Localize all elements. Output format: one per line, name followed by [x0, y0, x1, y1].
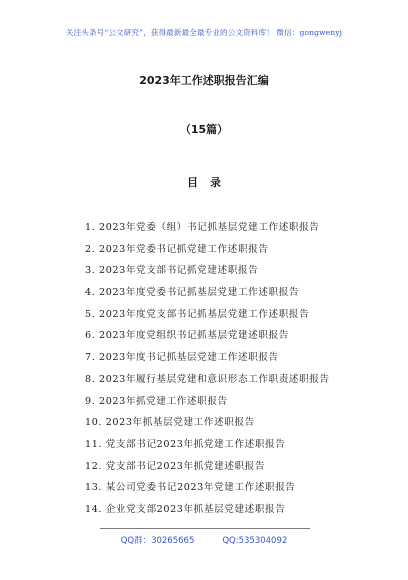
toc-item: 10. 2023年抓基层党建工作述职报告 — [85, 417, 255, 429]
toc-item: 4. 2023年度党委书记抓基层党建工作述职报告 — [85, 287, 300, 299]
toc-item: 6. 2023年度党组织书记抓基层党建述职报告 — [85, 330, 289, 342]
toc-item: 5. 2023年度党支部书记抓基层党建工作述职报告 — [85, 308, 310, 320]
toc-item: 9. 2023年抓党建工作述职报告 — [85, 395, 228, 407]
footer-divider — [100, 528, 310, 529]
toc-item: 14. 企业党支部2023年抓基层党建述职报告 — [85, 503, 286, 515]
document-title: 2023年工作述职报告汇编 — [139, 74, 269, 87]
toc-item: 2. 2023年党委书记抓党建工作述职报告 — [85, 243, 269, 255]
toc-heading: 目录 — [187, 176, 233, 189]
footer-qq-group: QQ群：30265665 — [120, 536, 195, 546]
toc-item: 3. 2023年党支部书记抓党建述职报告 — [85, 265, 259, 277]
footer — [0, 534, 408, 546]
toc-item: 11. 党支部书记2023年抓党建工作述职报告 — [85, 438, 286, 450]
toc-item: 12. 党支部书记2023年抓党建述职报告 — [85, 460, 266, 472]
footer-qq: QQ:535304092 — [222, 536, 288, 546]
article-count: （15篇） — [179, 123, 229, 136]
toc-item: 7. 2023年度书记抓基层党建工作述职报告 — [85, 352, 279, 364]
toc-list — [85, 217, 330, 521]
toc-item: 8. 2023年履行基层党建和意识形态工作职责述职报告 — [85, 373, 330, 385]
toc-item: 1. 2023年党委（组）书记抓基层党建工作述职报告 — [85, 222, 320, 233]
toc-item: 13. 某公司党委书记2023年党建工作述职报告 — [85, 482, 296, 494]
header-note: 关注头条号“公文研究”，获得最新最全最专业的公文资料库！ 微信：gongwenyj — [65, 28, 343, 37]
